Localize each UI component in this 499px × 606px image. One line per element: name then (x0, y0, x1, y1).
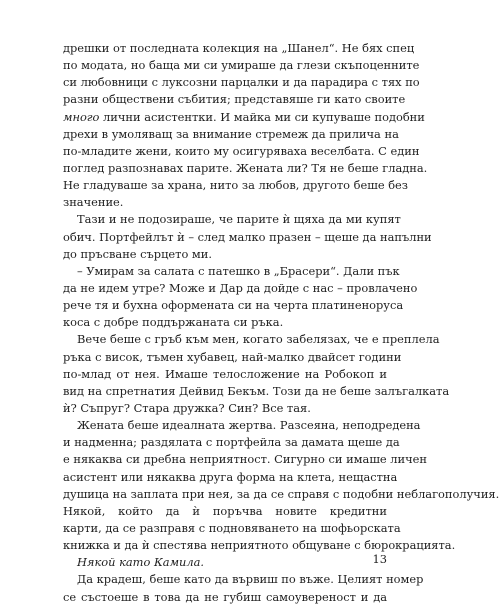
text-line: обич. Портфейлът ѝ – след малко празен – щеше да напълни (63, 229, 432, 244)
text-line: вид на спретнатия Дейвид Бекъм. Този да не беше залъгалката (63, 383, 450, 398)
text-line: си любовници с луксозни парцалки и да парадира с тях по (63, 75, 420, 90)
page-number: 13 (372, 552, 387, 566)
text-line: асистент или някаква друга форма на клета, нещастна (63, 469, 398, 484)
text-line: поглед разпознавах парите. Жената ли? Тя не беше гладна. (63, 160, 428, 175)
text-line: рече тя и бухна оформената си на черта платиненоруса (63, 298, 404, 313)
text-line: е някаква си дребна неприятност. Сигурно си имаше личен (63, 452, 427, 467)
text-line: Тази и не подозираше, че парите ѝ щяха да ми купят (77, 212, 401, 227)
text-line: и надменна; раздялата с портфейла за дамата щеше да (63, 435, 400, 450)
text-span: лични асистентки. И майка ми си купуваше подобни (99, 109, 425, 124)
text-line: да не идем утре? Може и Дар да дойде с нас – провлачено (63, 280, 418, 295)
text-line: душица на заплата при нея, за да се справя с подобни неблагополучия. (63, 486, 499, 501)
text-line: дрехи в умоляващ за внимание стремеж да прилича на (63, 126, 399, 141)
text-line: до пръсване сърцето ми. (63, 246, 212, 261)
text-line: ръка с висок, тъмен хубавец, най-малко двайсет години (63, 349, 402, 364)
text-line: ѝ? Съпруг? Стара дружка? Син? Все тая. (63, 400, 311, 415)
text-line: коса с добре поддържаната си ръка. (63, 315, 284, 330)
text-line: книжка и да ѝ спестява неприятното общуване с бюрокрацията. (63, 538, 456, 553)
text-line (63, 554, 387, 571)
text-line: по-млад от нея. Имаше телосложение на Робокоп и (63, 366, 387, 381)
text-line: по модата, но баща ми си умираше да глези скъпоценните (63, 58, 420, 73)
text-line: Да крадеш, беше като да вървиш по въже. Целият номер (77, 572, 424, 587)
text-line: се състоеше в това да не губиш самоувереност и да (63, 589, 387, 604)
text-line: Вече беше с гръб към мен, когато забелязах, че е преплела (77, 332, 440, 347)
text-line: разни обществени събития; представяше ги като своите (63, 92, 406, 107)
text-line (63, 109, 425, 126)
emphasis-text: Някой като Камила. (77, 555, 205, 570)
text-line: карти, да се разправя с подновяването на шофьорската (63, 520, 401, 535)
dialogue-line: – Умирам за салата с патешко в „Брасери“. Дали пък (77, 263, 400, 278)
text-line: по-младите жени, които му осигуряваха веселбата. С един (63, 143, 420, 158)
text-line: Жената беше идеалната жертва. Разсеяна, неподредена (77, 418, 421, 433)
text-line: дрешки от последната колекция на „Шанел“. Не бях спец (63, 41, 415, 55)
body-text (63, 40, 499, 606)
emphasis-text: много (63, 109, 100, 124)
text-line: Не гладуваше за храна, нито за любов, другото беше без (63, 178, 409, 193)
text-line: значение. (63, 195, 124, 210)
text-line: Някой, който да ѝ поръчва новите кредитни (63, 503, 387, 518)
